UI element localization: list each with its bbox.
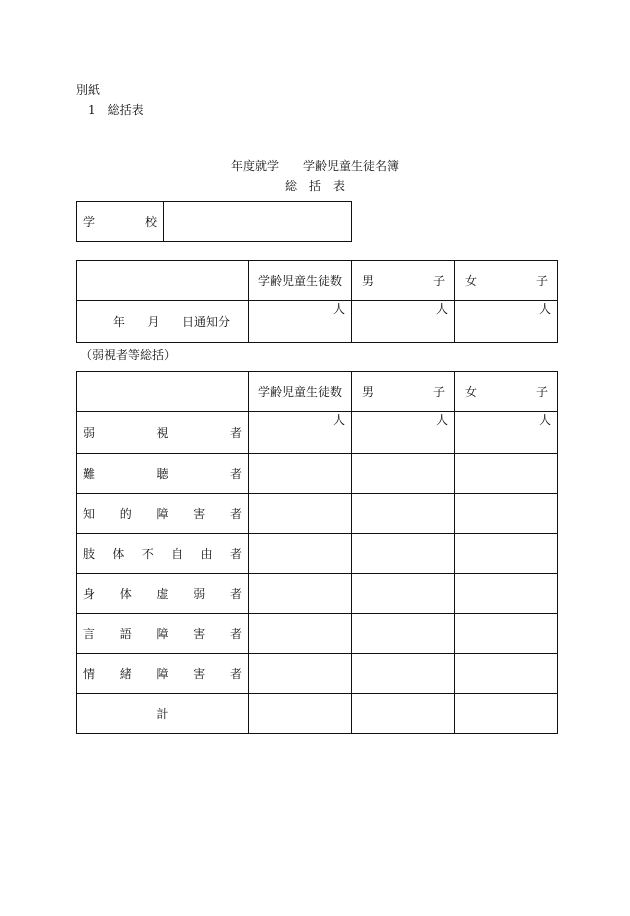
- female-header: [455, 261, 558, 301]
- female-count-cell[interactable]: 人: [455, 412, 558, 454]
- school-label-cell: [77, 202, 164, 242]
- students-count-cell[interactable]: [249, 614, 352, 654]
- female-count-cell[interactable]: [455, 534, 558, 574]
- category-row: [77, 534, 558, 574]
- category-row: [77, 412, 558, 454]
- male-count-cell[interactable]: [352, 534, 455, 574]
- male-count-cell[interactable]: [352, 574, 455, 614]
- female-count-cell[interactable]: 人: [455, 301, 558, 343]
- male-count-cell[interactable]: 人: [352, 412, 455, 454]
- category-label-char: 者: [229, 626, 242, 641]
- students-count-cell[interactable]: [249, 694, 352, 734]
- category-label-char: 的: [119, 506, 132, 521]
- female-char: 子: [535, 273, 548, 288]
- female-char: 女: [465, 273, 478, 288]
- female-count-cell[interactable]: [455, 654, 558, 694]
- total-row: [77, 694, 558, 734]
- male-char: 男: [362, 384, 375, 399]
- students-count-header: 学齢児童生徒数: [249, 372, 352, 412]
- female-count-cell[interactable]: [455, 574, 558, 614]
- notice-date-cell: [77, 301, 249, 343]
- category-label-char: 弱: [83, 425, 96, 440]
- category-row: [77, 654, 558, 694]
- category-label-char: 情: [83, 666, 96, 681]
- category-label-char: 害: [193, 626, 206, 641]
- category-label-char: 者: [229, 506, 242, 521]
- students-count-cell[interactable]: 人: [249, 301, 352, 343]
- category-label-char: 肢: [83, 546, 96, 561]
- disability-summary-table: [76, 371, 558, 734]
- category-label-char: 害: [193, 666, 206, 681]
- category-label-char: 体: [119, 586, 132, 601]
- male-char: 子: [432, 384, 445, 399]
- male-header: [352, 372, 455, 412]
- female-char: 女: [465, 384, 478, 399]
- category-label-cell: [77, 534, 249, 574]
- category-label-char: 聴: [156, 466, 169, 481]
- document-subtitle: 総 括 表: [284, 179, 345, 193]
- category-label-char: 障: [156, 506, 169, 521]
- category-label-char: 虚: [156, 586, 169, 601]
- male-count-cell[interactable]: 人: [352, 301, 455, 343]
- female-count-cell[interactable]: [455, 454, 558, 494]
- students-count-cell[interactable]: [249, 574, 352, 614]
- category-label-char: 語: [119, 626, 132, 641]
- category-label-char: 自: [171, 546, 184, 561]
- female-count-cell[interactable]: [455, 494, 558, 534]
- male-count-cell[interactable]: [352, 694, 455, 734]
- category-label-char: 障: [156, 666, 169, 681]
- category-label-cell: [77, 654, 249, 694]
- category-label-char: 弱: [193, 586, 206, 601]
- male-count-cell[interactable]: [352, 654, 455, 694]
- month-label: 月: [147, 314, 160, 329]
- category-label-cell: [77, 574, 249, 614]
- category-label-char: 者: [229, 546, 242, 561]
- female-count-cell[interactable]: [455, 694, 558, 734]
- students-count-cell[interactable]: 人: [249, 412, 352, 454]
- students-count-cell[interactable]: [249, 454, 352, 494]
- attachment-label: 別紙: [76, 83, 101, 97]
- male-count-cell[interactable]: [352, 454, 455, 494]
- female-header: [455, 372, 558, 412]
- blank-header-cell: [77, 372, 249, 412]
- notification-summary-table: [76, 260, 558, 343]
- students-count-cell[interactable]: [249, 654, 352, 694]
- category-label-char: 体: [112, 546, 125, 561]
- blank-header-cell: [77, 261, 249, 301]
- male-count-cell[interactable]: [352, 614, 455, 654]
- category-label-char: 害: [193, 506, 206, 521]
- students-count-header: 学齢児童生徒数: [249, 261, 352, 301]
- category-label-char: 者: [229, 466, 242, 481]
- male-header: [352, 261, 455, 301]
- category-label-char: 身: [83, 586, 96, 601]
- category-label-char: 者: [229, 425, 242, 440]
- school-label-char: 学: [83, 214, 96, 229]
- students-count-cell[interactable]: [249, 494, 352, 534]
- category-label-char: 者: [229, 666, 242, 681]
- category-label-char: 言: [83, 626, 96, 641]
- day-notice-label: 日通知分: [181, 314, 230, 329]
- school-value-cell[interactable]: [164, 202, 352, 242]
- category-label-char: 由: [200, 546, 213, 561]
- category-row: [77, 614, 558, 654]
- header-row: [77, 261, 558, 301]
- students-count-cell[interactable]: [249, 534, 352, 574]
- male-char: 男: [362, 273, 375, 288]
- category-label-char: 障: [156, 626, 169, 641]
- document-title: 年度就学 学齢児童生徒名簿: [230, 159, 399, 173]
- category-label-char: 不: [141, 546, 154, 561]
- total-label: 計: [77, 694, 249, 734]
- category-row: [77, 454, 558, 494]
- section-heading: 1 総括表: [88, 103, 144, 117]
- category-label-char: 視: [156, 425, 169, 440]
- category-row: [77, 574, 558, 614]
- school-table: [76, 201, 352, 242]
- category-label-cell: [77, 614, 249, 654]
- category-label-char: 難: [83, 466, 96, 481]
- year-label: 年: [113, 314, 126, 329]
- category-label-cell: [77, 454, 249, 494]
- section-note: （弱視者等総括）: [80, 348, 177, 362]
- category-label-cell: [77, 494, 249, 534]
- header-row: [77, 372, 558, 412]
- notice-row: [77, 301, 558, 343]
- category-label-char: 者: [229, 586, 242, 601]
- category-label-cell: [77, 412, 249, 454]
- category-row: [77, 494, 558, 534]
- school-label-char: 校: [144, 214, 157, 229]
- category-label-char: 知: [83, 506, 96, 521]
- male-count-cell[interactable]: [352, 494, 455, 534]
- category-label-char: 緒: [119, 666, 132, 681]
- male-char: 子: [432, 273, 445, 288]
- female-count-cell[interactable]: [455, 614, 558, 654]
- female-char: 子: [535, 384, 548, 399]
